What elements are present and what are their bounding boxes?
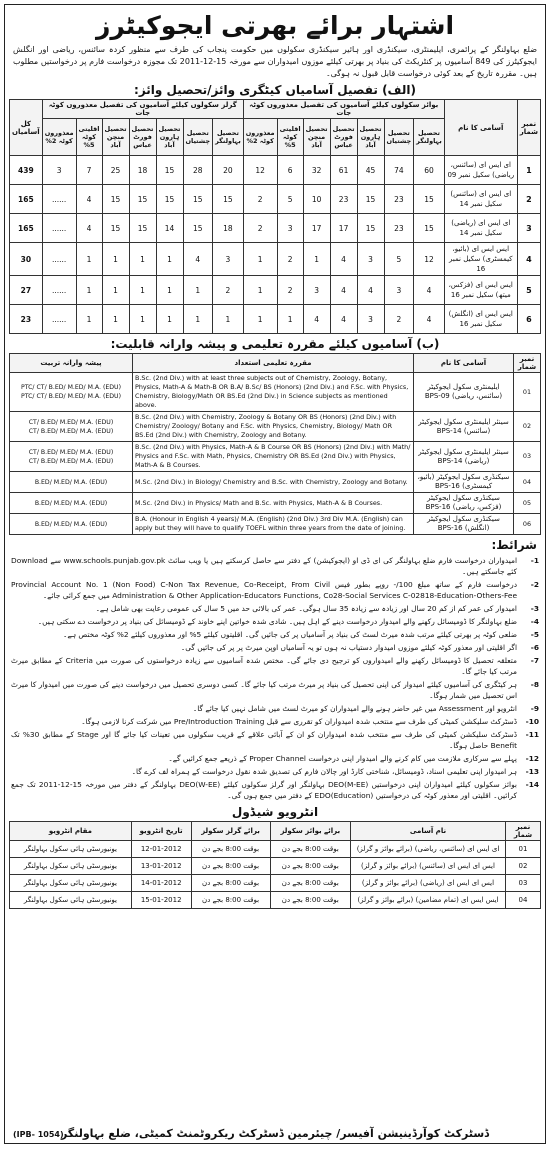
intro-paragraph: ضلع بہاولنگر کے پرائمری، ایلیمنٹری، سیکنڈری اور ہائیر سیکنڈری سکولوں میں حکومت پنجاب کی طرف سے منظور کردہ سائنس، ریاضی اور انگلش ایجوکیٹرز کی 849 آسامیوں پر کنٹریکٹ کی بنیاد پر بھرتی کیلئے موزوں امیدواران سے مورخہ 15-12-2011 تک مجوزہ درخواست فارم پر درخواستیں مطلوب ہیں۔ مقررہ تاریخ کے بعد کوئی درخواست قابل قبول نہ ہوگی۔ xyxy=(13,45,537,78)
condition-item xyxy=(11,778,539,802)
row-venue: یونیورسٹی ہائی سکول بہاولنگر xyxy=(10,858,132,875)
girls-cell: 15 xyxy=(183,185,213,214)
girls-cell: 25 xyxy=(102,156,129,185)
advertisement-page xyxy=(4,4,546,1144)
table1-group-header xyxy=(10,100,541,119)
row-post: سیکنڈری سکول ایجوکیٹر (فزکس، ریاضی) BPS-16 xyxy=(414,493,514,514)
girls-cell: 15 xyxy=(156,185,183,214)
girls-cell: 18 xyxy=(129,156,156,185)
condition-item xyxy=(11,641,539,654)
girls-cell: ...... xyxy=(42,243,76,276)
row-post: سینئر ایلیمنٹری سکول ایجوکیٹر (سائنس) BPS-14 xyxy=(414,412,514,442)
girls-cell: 1 xyxy=(76,243,102,276)
boys-cell: 23 xyxy=(330,185,357,214)
row-date: 15-01-2012 xyxy=(131,892,191,909)
girls-cell: 4 xyxy=(76,185,102,214)
table-row xyxy=(10,442,541,472)
table-row xyxy=(10,472,541,493)
girls-cell: 18 xyxy=(213,214,244,243)
interview-title: انٹرویو شیڈول xyxy=(231,805,319,819)
th2-qual: مقررہ تعلیمی استعداد xyxy=(133,354,414,373)
row-training: B.ED/ M.ED/ M.A. (EDU) xyxy=(10,514,133,535)
girls-cell: 14 xyxy=(156,214,183,243)
section-a-title: (الف) تفصیل آسامیاں کیٹگری وائز/تحصیل وائز: xyxy=(134,83,416,97)
girls-cell: 1 xyxy=(102,305,129,334)
condition-number: -1 xyxy=(530,556,539,565)
row-post: ایس ای ایس ای (سائنس) (برائے بوائز و گرلز) xyxy=(351,858,506,875)
th3-boys: برائے بوائز سکولز xyxy=(270,822,350,841)
row-boys-time: بوقت 8:00 بجے دن xyxy=(270,858,350,875)
footer-signature: ڈسٹرکٹ کوآرڈینیشن آفیسر/ چیئرمین ڈسٹرکٹ ریکروٹمنٹ کمیٹی، ضلع بہاولنگر xyxy=(60,1127,490,1140)
row-date: 14-01-2012 xyxy=(131,875,191,892)
boys-cell: 1 xyxy=(277,305,303,334)
condition-item xyxy=(11,554,539,578)
girls-cell: 4 xyxy=(183,243,213,276)
row-post: ای ایس ای (سائنس، ریاضی) سکیل نمبر 09 xyxy=(444,156,517,185)
table-row xyxy=(10,185,541,214)
girls-cell: 1 xyxy=(76,305,102,334)
girls-cell: ...... xyxy=(42,276,76,305)
table-row xyxy=(10,276,541,305)
row-serial: 04 xyxy=(506,892,541,909)
condition-item xyxy=(11,728,539,752)
condition-number: -3 xyxy=(530,604,539,613)
th3-serial: نمبر شمار xyxy=(506,822,541,841)
row-serial: 03 xyxy=(514,442,541,472)
row-serial: 05 xyxy=(514,493,541,514)
boys-cell: 3 xyxy=(357,305,384,334)
row-serial: 2 xyxy=(517,185,540,214)
row-date: 13-01-2012 xyxy=(131,858,191,875)
row-qualification: B.Sc. (2nd Div.) with Chemistry, Zoology & Botany OR BS (Honors) (2nd Div.) with Chemistry/ Zoology/ Botany and F.Sc. with Physics, Chemistry, Biology/ Math OR BS.Ed (2nd Div.) with Chemistry, Zoology and Botany. xyxy=(133,412,414,442)
table-row xyxy=(10,373,541,412)
boys-cell: 1 xyxy=(243,305,277,334)
row-serial: 3 xyxy=(517,214,540,243)
th-post: آسامی کا نام xyxy=(444,100,517,156)
condition-text: متعلقہ تحصیل کا ڈومیسائل رکھنے والے امیدواروں کو ترجیح دی جائے گی۔ مختص شدہ آسامیوں سے زیادہ درخواستوں کی صورت میں Criteria کے مطابق میرٹ مرتب کیا جائے گا۔ xyxy=(11,656,517,676)
condition-number: -9 xyxy=(530,704,539,713)
row-girls-time: بوقت 8:00 بجے دن xyxy=(191,875,270,892)
boys-cell: 4 xyxy=(330,243,357,276)
conditions-title: شرائط: xyxy=(491,538,537,552)
boys-cell: 10 xyxy=(303,185,330,214)
row-serial: 6 xyxy=(517,305,540,334)
boys-cell: 4 xyxy=(357,276,384,305)
condition-item xyxy=(11,678,539,702)
row-post: ایس ایس ای (انگلش) سکیل نمبر 16 xyxy=(444,305,517,334)
th3-date: تاریخ انٹرویو xyxy=(131,822,191,841)
ipb-number: (IPB- 1054) xyxy=(13,1130,64,1139)
th-girls: گرلز سکولوں کیلئے آسامیوں کی تفصیل معذوروں کوٹہ جات xyxy=(42,100,243,119)
table2-header xyxy=(10,354,541,373)
condition-item xyxy=(11,752,539,765)
row-total: 27 xyxy=(10,276,43,305)
condition-item xyxy=(11,615,539,628)
row-serial: 01 xyxy=(514,373,541,412)
th-girls-col: تحصیل بہاولنگر xyxy=(213,119,244,156)
row-post: ایس ایس ای (تمام مضامین) (برائے بوائز و گرلز) xyxy=(351,892,506,909)
table3-header xyxy=(10,822,541,841)
girls-cell: 3 xyxy=(42,156,76,185)
boys-cell: 3 xyxy=(303,276,330,305)
row-qualification: B.Sc. (2nd Div.) with at least three subjects out of Chemistry, Zoology, Botany, Physics, Math-A & Math-B OR B.A/ B.Sc/ BS (Honors) (2nd Div.) and F.Sc. with Physics, Chemistry, Biology/Math OR BS.Ed (2nd Div.) in Science subjects as mentioned above. xyxy=(133,373,414,412)
row-qualification: B.Sc. (2nd Div.) with Physics, Math-A & B Course OR BS (Honors) (2nd Div.) with Math/ Physics and F.Sc. with Math, Physics, Chemistry OR BS.Ed (2nd Div.) with Physics, Math-A & B Courses. xyxy=(133,442,414,472)
boys-cell: 32 xyxy=(303,156,330,185)
girls-cell: 1 xyxy=(156,305,183,334)
table-row xyxy=(10,412,541,442)
th-boys-col: تحصیل چشتیاں xyxy=(384,119,414,156)
boys-cell: 6 xyxy=(277,156,303,185)
boys-cell: 1 xyxy=(303,243,330,276)
girls-cell: 15 xyxy=(129,185,156,214)
condition-number: -6 xyxy=(530,643,539,652)
row-training: PTC/ CT/ B.ED/ M.ED/ M.A. (EDU) PTC/ CT/ B.ED/ M.ED/ M.A. (EDU) xyxy=(10,373,133,412)
condition-item xyxy=(11,715,539,728)
row-qualification: M.Sc. (2nd Div.) in Biology/ Chemistry and B.Sc. with Chemistry, Zoology and Botany. xyxy=(133,472,414,493)
condition-item xyxy=(11,578,539,602)
condition-text: درخواست فارم کے ساتھ مبلغ 100/- روپے بطور فیس Provincial Account No. 1 (Non Food) C-Non Tax Revenue, Co-Receipt, From Civil Administration & Other Application-Educators Functions, Co28-Social Services C-02818-Education-Others-Fee میں جمع کرائی جائے۔ xyxy=(11,580,517,600)
row-serial: 4 xyxy=(517,243,540,276)
row-boys-time: بوقت 8:00 بجے دن xyxy=(270,892,350,909)
th-girls-col: تحصیل فورٹ عباس xyxy=(129,119,156,156)
row-post: ایس ایس ای (فزکس، میتھ) سکیل نمبر 16 xyxy=(444,276,517,305)
row-serial: 5 xyxy=(517,276,540,305)
boys-cell: 17 xyxy=(303,214,330,243)
boys-cell: 1 xyxy=(243,276,277,305)
girls-cell: 15 xyxy=(156,156,183,185)
girls-cell: ...... xyxy=(42,305,76,334)
boys-cell: 12 xyxy=(243,156,277,185)
th-boys-col: تحصیل منچن آباد xyxy=(303,119,330,156)
girls-cell: 1 xyxy=(213,305,244,334)
girls-cell: 28 xyxy=(183,156,213,185)
row-total: 439 xyxy=(10,156,43,185)
girls-cell: ...... xyxy=(42,214,76,243)
girls-cell: 1 xyxy=(129,276,156,305)
boys-cell: 2 xyxy=(243,214,277,243)
th-boys-col: معذوروں کوٹہ 2% xyxy=(243,119,277,156)
condition-number: -8 xyxy=(530,680,539,689)
boys-cell: 74 xyxy=(384,156,414,185)
condition-text: پہلے سے سرکاری ملازمت میں کام کرنے والے امیدوار اپنی درخواست Proper Channel کے ذریعے جمع کرائیں گے۔ xyxy=(168,754,517,763)
condition-number: -2 xyxy=(530,580,539,589)
condition-text: ہر امیدوار اپنی تعلیمی اسناد، ڈومیسائل، شناختی کارڈ اور چالان فارم کی تصدیق شدہ نقول درخواست کے ہمراہ لف کرے گا۔ xyxy=(131,767,517,776)
row-training: B.ED/ M.ED/ M.A. (EDU) xyxy=(10,493,133,514)
row-qualification: M.Sc. (2nd Div.) in Physics/ Math and B.Sc. with Physics, Math-A & B Courses. xyxy=(133,493,414,514)
boys-cell: 15 xyxy=(414,185,445,214)
row-total: 30 xyxy=(10,243,43,276)
th-girls-col: اقلیتی کوٹہ 5% xyxy=(76,119,102,156)
girls-cell: 20 xyxy=(213,156,244,185)
boys-cell: 5 xyxy=(277,185,303,214)
th-total: کل آسامیاں xyxy=(10,100,43,156)
boys-cell: 4 xyxy=(303,305,330,334)
th2-train: پیشہ وارانہ تربیت xyxy=(10,354,133,373)
table-row xyxy=(10,875,541,892)
row-venue: یونیورسٹی ہائی سکول بہاولنگر xyxy=(10,841,132,858)
boys-cell: 2 xyxy=(277,276,303,305)
condition-text: اگر اقلیتی اور معذور کوٹہ کیلئے موزوں امیدوار دستیاب نہ ہوں تو یہ آسامیاں اوپن میرٹ پر پر کی جائیں گی۔ xyxy=(180,643,517,652)
row-training: B.ED/ M.ED/ M.A. (EDU) xyxy=(10,472,133,493)
row-girls-time: بوقت 8:00 بجے دن xyxy=(191,892,270,909)
th-serial: نمبر شمار xyxy=(517,100,540,156)
row-boys-time: بوقت 8:00 بجے دن xyxy=(270,841,350,858)
boys-cell: 15 xyxy=(414,214,445,243)
girls-cell: 1 xyxy=(129,243,156,276)
row-training: CT/ B.ED/ M.ED/ M.A. (EDU) CT/ B.ED/ M.ED/ M.A. (EDU) xyxy=(10,442,133,472)
table-row xyxy=(10,858,541,875)
table-row xyxy=(10,514,541,535)
table-row xyxy=(10,305,541,334)
boys-cell: 61 xyxy=(330,156,357,185)
girls-cell: 3 xyxy=(213,243,244,276)
th-boys: بوائز سکولوں کیلئے آسامیوں کی تفصیل معذوروں کوٹہ جات xyxy=(243,100,444,119)
girls-cell: 4 xyxy=(76,214,102,243)
th-boys-col: تحصیل فورٹ عباس xyxy=(330,119,357,156)
row-post: سینئر ایلیمنٹری سکول ایجوکیٹر (ریاضی) BPS-14 xyxy=(414,442,514,472)
page-title: اشتہار برائے بھرتی ایجوکیٹرز xyxy=(95,11,455,40)
row-girls-time: بوقت 8:00 بجے دن xyxy=(191,841,270,858)
girls-cell: 2 xyxy=(213,276,244,305)
boys-cell: 60 xyxy=(414,156,445,185)
condition-item xyxy=(11,765,539,778)
row-serial: 01 xyxy=(506,841,541,858)
girls-cell: 15 xyxy=(102,185,129,214)
boys-cell: 1 xyxy=(243,243,277,276)
girls-cell: 15 xyxy=(102,214,129,243)
table-row xyxy=(10,493,541,514)
condition-text: ضلعی کوٹہ پر بھرتی کیلئے مرتب شدہ میرٹ لسٹ کی بنیاد پر آسامیاں پر کی جائیں گی۔ اقلیتوں کیلئے 5% اور معذوروں کیلئے 2% کوٹہ مختص ہے۔ xyxy=(63,630,517,639)
row-date: 12-01-2012 xyxy=(131,841,191,858)
condition-text: ڈسٹرکٹ سلیکشن کمیٹی کی طرف سے منتخب شدہ امیدواران کو تقرری سے قبل Pre/Introduction Training میں شرکت کرنا لازمی ہوگا۔ xyxy=(81,717,517,726)
boys-cell: 12 xyxy=(414,243,445,276)
row-post: ای ایس ای (سائنس، ریاضی) (برائے بوائز و گرلز) xyxy=(351,841,506,858)
boys-cell: 2 xyxy=(243,185,277,214)
boys-cell: 2 xyxy=(384,305,414,334)
boys-cell: 23 xyxy=(384,185,414,214)
boys-cell: 3 xyxy=(277,214,303,243)
girls-cell: 15 xyxy=(183,214,213,243)
condition-item xyxy=(11,702,539,715)
th3-venue: مقام انٹرویو xyxy=(10,822,132,841)
th-boys-col: تحصیل بہاولنگر xyxy=(414,119,445,156)
condition-text: ہر کیٹگری کی آسامیوں کیلئے امیدوار کی اپنی تحصیل کی بنیاد پر میرٹ مرتب کیا جائے گا۔ کسی دوسری تحصیل میں درخواست دینے کی صورت میں امیدوار کا میرٹ اس تحصیل میں شمار ہوگا۔ xyxy=(11,680,517,700)
th-boys-col: تحصیل ہارون آباد xyxy=(357,119,384,156)
boys-cell: 15 xyxy=(357,214,384,243)
posts-distribution-table xyxy=(9,99,541,334)
girls-cell: ...... xyxy=(42,185,76,214)
boys-cell: 4 xyxy=(414,305,445,334)
row-venue: یونیورسٹی ہائی سکول بہاولنگر xyxy=(10,875,132,892)
row-boys-time: بوقت 8:00 بجے دن xyxy=(270,875,350,892)
row-post: سیکنڈری سکول ایجوکیٹر (انگلش) BPS-16 xyxy=(414,514,514,535)
row-post: ایس ایس ای (بائیو، کیمسٹری) سکیل نمبر 16 xyxy=(444,243,517,276)
qualification-table xyxy=(9,353,541,535)
girls-cell: 1 xyxy=(129,305,156,334)
row-post: سیکنڈری سکول ایجوکیٹر (بائیو، کیمسٹری) BPS-16 xyxy=(414,472,514,493)
condition-number: -7 xyxy=(530,656,539,665)
row-post: ایلیمنٹری سکول ایجوکیٹر (سائنس، ریاضی) BPS-09 xyxy=(414,373,514,412)
boys-cell: 17 xyxy=(330,214,357,243)
row-serial: 02 xyxy=(506,858,541,875)
girls-cell: 1 xyxy=(183,276,213,305)
girls-cell: 1 xyxy=(156,276,183,305)
boys-cell: 5 xyxy=(384,243,414,276)
girls-cell: 1 xyxy=(156,243,183,276)
row-total: 165 xyxy=(10,185,43,214)
girls-cell: 15 xyxy=(213,185,244,214)
boys-cell: 23 xyxy=(384,214,414,243)
boys-cell: 2 xyxy=(277,243,303,276)
girls-cell: 1 xyxy=(76,276,102,305)
th-girls-col: تحصیل چشتیاں xyxy=(183,119,213,156)
row-total: 165 xyxy=(10,214,43,243)
boys-cell: 4 xyxy=(330,276,357,305)
condition-number: -4 xyxy=(530,617,539,626)
row-girls-time: بوقت 8:00 بجے دن xyxy=(191,858,270,875)
condition-number: -11 xyxy=(525,730,539,739)
table-row xyxy=(10,892,541,909)
row-serial: 1 xyxy=(517,156,540,185)
boys-cell: 45 xyxy=(357,156,384,185)
table-row xyxy=(10,156,541,185)
row-serial: 06 xyxy=(514,514,541,535)
boys-cell: 15 xyxy=(357,185,384,214)
conditions-list xyxy=(11,554,539,802)
condition-text: امیدواران درخواست فارم ضلع بہاولنگر کی ای ڈی او (ایجوکیشن) کے دفتر سے حاصل کرسکتے ہیں یا ویب سائٹ www.schools.punjab.gov.pk سے Download کئے جاسکتے ہیں۔ xyxy=(11,556,517,576)
condition-text: انٹرویو اور Assessment میں غیر حاضر ہونے والے امیدواران کو میرٹ لسٹ میں شامل نہیں کیا جائے گا۔ xyxy=(192,704,517,713)
row-training: CT/ B.ED/ M.ED/ M.A. (EDU) CT/ B.ED/ M.ED/ M.A. (EDU) xyxy=(10,412,133,442)
section-b-title: (ب) آسامیوں کیلئے مقررہ تعلیمی و پیشہ وارانہ قابلیت: xyxy=(110,337,440,351)
condition-number: -10 xyxy=(525,717,539,726)
girls-cell: 1 xyxy=(102,243,129,276)
condition-text: ضلع بہاولنگر کا ڈومیسائل رکھنے والے امیدوار درخواست دینے کے اہل ہیں۔ شادی شدہ خواتین اپنے خاوند کے ڈومیسائل کی بنیاد پر درخواست دے سکتی ہیں۔ xyxy=(37,617,517,626)
interview-schedule-table xyxy=(9,821,541,909)
row-total: 23 xyxy=(10,305,43,334)
girls-cell: 1 xyxy=(183,305,213,334)
table-row xyxy=(10,214,541,243)
condition-item xyxy=(11,602,539,615)
row-serial: 03 xyxy=(506,875,541,892)
row-post: ایس ای ایس ای (ریاضی) (برائے بوائز و گرلز) xyxy=(351,875,506,892)
row-serial: 04 xyxy=(514,472,541,493)
th-girls-col: معذوروں کوٹہ 2% xyxy=(42,119,76,156)
row-qualification: B.A. (Honour in English 4 years)/ M.A. (English) (2nd Div.) 3rd Div M.A. (English) can apply but they will have to qualify TOEFL within three years from the date of joining. xyxy=(133,514,414,535)
boys-cell: 3 xyxy=(357,243,384,276)
row-post: ای ایس ای (ریاضی) سکیل نمبر 14 xyxy=(444,214,517,243)
condition-text: بوائز سکولوں کیلئے امیدواران اپنی درخواستیں DEO(M-EE) بہاولنگر اور گرلز سکولوں کیلئے DEO(W-EE) بہاولنگر کے دفتر میں مورخہ 15-12-2011 تک جمع کرائیں۔ اقلیتی اور معذور کوٹہ کی درخواستیں EDO(Education) کے دفتر میں جمع ہوں گی۔ xyxy=(11,780,517,800)
boys-cell: 4 xyxy=(330,305,357,334)
girls-cell: 7 xyxy=(76,156,102,185)
th3-girls: برائے گرلز سکولز xyxy=(191,822,270,841)
girls-cell: 15 xyxy=(129,214,156,243)
th-boys-col: اقلیتی کوٹہ 5% xyxy=(277,119,303,156)
boys-cell: 4 xyxy=(414,276,445,305)
row-venue: یونیورسٹی ہائی سکول بہاولنگر xyxy=(10,892,132,909)
condition-number: -12 xyxy=(525,754,539,763)
table-row xyxy=(10,841,541,858)
condition-text: امیدوار کی عمر کم از کم 20 سال اور زیادہ سے زیادہ 35 سال ہوگی۔ عمر کی بالائی حد میں 5 سال کی عمومی رعایت بھی شامل ہے۔ xyxy=(95,604,517,613)
row-post: ای ایس ای (سائنس) سکیل نمبر 14 xyxy=(444,185,517,214)
th-girls-col: تحصیل منچن آباد xyxy=(102,119,129,156)
table-row xyxy=(10,243,541,276)
row-serial: 02 xyxy=(514,412,541,442)
condition-number: -14 xyxy=(525,780,539,789)
condition-text: ڈسٹرکٹ سلیکشن کمیٹی کی طرف سے منتخب شدہ امیدواران کو ان کے آبائی علاقے کے قریب سکولوں میں تعینات کیا جائے گا اور Stage کے مطابق 30% تک Benefit حاصل ہوگا۔ xyxy=(11,730,518,750)
girls-cell: 1 xyxy=(102,276,129,305)
condition-number: -13 xyxy=(525,767,539,776)
condition-item xyxy=(11,654,539,678)
condition-number: -5 xyxy=(530,630,539,639)
condition-item xyxy=(11,628,539,641)
th2-post: آسامی کا نام xyxy=(414,354,514,373)
th3-post: نام آسامی xyxy=(351,822,506,841)
boys-cell: 3 xyxy=(384,276,414,305)
th-girls-col: تحصیل ہارون آباد xyxy=(156,119,183,156)
th2-serial: نمبر شمار xyxy=(514,354,541,373)
